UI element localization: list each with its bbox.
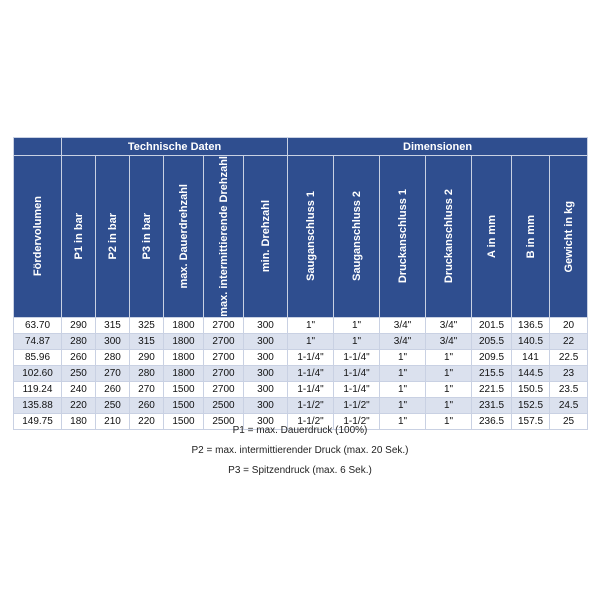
table-cell: 300 <box>244 397 288 413</box>
table-row <box>14 317 588 333</box>
table-cell: 1500 <box>164 381 204 397</box>
table-cell: 231.5 <box>472 397 512 413</box>
table-cell: 144.5 <box>512 365 550 381</box>
table-cell: 180 <box>62 413 96 429</box>
legend-p2: P2 = max. intermittierender Druck (max. 20 Sek.) <box>191 445 409 456</box>
table-cell: 300 <box>244 365 288 381</box>
table-row <box>14 333 588 349</box>
column-header <box>62 156 96 318</box>
table-cell: 1" <box>426 381 472 397</box>
table-cell: 300 <box>244 333 288 349</box>
table-cell: 2700 <box>204 381 244 397</box>
table-cell: 1" <box>426 413 472 429</box>
spec-table <box>13 137 588 430</box>
table-cell: 1500 <box>164 397 204 413</box>
table-cell: 2700 <box>204 317 244 333</box>
table-cell: 2500 <box>204 413 244 429</box>
table-cell: 152.5 <box>512 397 550 413</box>
table-cell: 270 <box>130 381 164 397</box>
table-cell: 1-1/2" <box>288 397 334 413</box>
column-header-label: Fördervolumen <box>31 196 44 277</box>
table-cell: 300 <box>244 381 288 397</box>
table-cell: 315 <box>130 333 164 349</box>
table-cell: 2700 <box>204 333 244 349</box>
table-cell: 1-1/4" <box>334 349 380 365</box>
table-body <box>14 317 588 429</box>
table-cell: 1800 <box>164 333 204 349</box>
table-cell: 1" <box>288 333 334 349</box>
column-header-label: Sauganschluss 1 <box>304 191 317 282</box>
column-header <box>288 156 334 318</box>
table-cell: 1800 <box>164 365 204 381</box>
table-cell: 2700 <box>204 349 244 365</box>
table-cell: 209.5 <box>472 349 512 365</box>
table-cell: 280 <box>62 333 96 349</box>
group-header-dimensionen: Dimensionen <box>288 138 588 156</box>
table-cell: 300 <box>244 317 288 333</box>
table-row <box>14 397 588 413</box>
table-cell: 221.5 <box>472 381 512 397</box>
table-cell: 300 <box>244 413 288 429</box>
column-header-label: B in mm <box>524 214 537 259</box>
table-cell: 3/4" <box>380 333 426 349</box>
table-cell: 220 <box>130 413 164 429</box>
table-cell: 102.60 <box>14 365 62 381</box>
column-header-label: max. intermittierende Drehzahl <box>217 156 230 317</box>
table-cell: 149.75 <box>14 413 62 429</box>
group-header-blank <box>14 138 62 156</box>
table-cell: 2700 <box>204 365 244 381</box>
table-cell: 1" <box>334 333 380 349</box>
group-header-technische-daten: Technische Daten <box>62 138 288 156</box>
table-cell: 236.5 <box>472 413 512 429</box>
column-header <box>426 156 472 318</box>
column-header-label: P1 in bar <box>72 213 85 260</box>
column-header-label: P3 in bar <box>140 213 153 260</box>
table-cell: 215.5 <box>472 365 512 381</box>
table-cell: 22.5 <box>550 349 588 365</box>
table-cell: 1" <box>426 365 472 381</box>
table-cell: 25 <box>550 413 588 429</box>
table-cell: 290 <box>130 349 164 365</box>
table-cell: 1" <box>380 365 426 381</box>
table-cell: 20 <box>550 317 588 333</box>
table-cell: 22 <box>550 333 588 349</box>
table-cell: 136.5 <box>512 317 550 333</box>
table-cell: 119.24 <box>14 381 62 397</box>
table-cell: 260 <box>96 381 130 397</box>
column-header-label: Druckanschluss 2 <box>442 189 455 284</box>
table-cell: 1-1/4" <box>288 381 334 397</box>
table-row <box>14 349 588 365</box>
column-header <box>14 156 62 318</box>
table-row <box>14 365 588 381</box>
table-cell: 300 <box>96 333 130 349</box>
column-header-row <box>14 156 588 318</box>
table-cell: 1-1/4" <box>334 381 380 397</box>
legend-p3: P3 = Spitzendruck (max. 6 Sek.) <box>228 465 372 476</box>
table-cell: 1-1/4" <box>288 349 334 365</box>
table-cell: 240 <box>62 381 96 397</box>
legend-p1: P1 = max. Dauerdruck (100%) <box>232 425 368 436</box>
column-header <box>334 156 380 318</box>
table-cell: 1800 <box>164 349 204 365</box>
table-cell: 63.70 <box>14 317 62 333</box>
table-cell: 220 <box>62 397 96 413</box>
column-header-label: min. Drehzahl <box>259 200 272 273</box>
table-cell: 1" <box>380 397 426 413</box>
table-cell: 1" <box>288 317 334 333</box>
column-header <box>96 156 130 318</box>
table-cell: 300 <box>244 349 288 365</box>
table-cell: 250 <box>62 365 96 381</box>
table-cell: 85.96 <box>14 349 62 365</box>
spec-table-container <box>13 137 587 430</box>
table-cell: 290 <box>62 317 96 333</box>
table-cell: 3/4" <box>426 317 472 333</box>
table-cell: 210 <box>96 413 130 429</box>
table-cell: 141 <box>512 349 550 365</box>
table-cell: 1" <box>380 413 426 429</box>
table-cell: 3/4" <box>426 333 472 349</box>
table-cell: 270 <box>96 365 130 381</box>
column-header <box>550 156 588 318</box>
table-cell: 325 <box>130 317 164 333</box>
table-cell: 1" <box>380 349 426 365</box>
table-cell: 23.5 <box>550 381 588 397</box>
table-cell: 1-1/2" <box>334 397 380 413</box>
table-cell: 280 <box>96 349 130 365</box>
table-cell: 1-1/4" <box>334 365 380 381</box>
table-cell: 24.5 <box>550 397 588 413</box>
column-header-label: Sauganschluss 2 <box>350 191 363 282</box>
table-cell: 205.5 <box>472 333 512 349</box>
column-header-label: max. Dauerdrehzahl <box>177 184 190 289</box>
table-row <box>14 381 588 397</box>
table-cell: 250 <box>96 397 130 413</box>
table-cell: 23 <box>550 365 588 381</box>
table-cell: 74.87 <box>14 333 62 349</box>
table-cell: 1" <box>334 317 380 333</box>
table-cell: 201.5 <box>472 317 512 333</box>
table-cell: 1" <box>426 349 472 365</box>
table-cell: 1" <box>380 381 426 397</box>
column-header <box>380 156 426 318</box>
column-header-label: Gewicht in kg <box>562 200 575 273</box>
table-cell: 1800 <box>164 317 204 333</box>
table-cell: 1-1/2" <box>288 413 334 429</box>
column-header <box>164 156 204 318</box>
table-cell: 150.5 <box>512 381 550 397</box>
column-header <box>512 156 550 318</box>
table-cell: 1-1/2" <box>334 413 380 429</box>
table-cell: 140.5 <box>512 333 550 349</box>
pressure-legend <box>0 423 600 483</box>
table-cell: 1500 <box>164 413 204 429</box>
table-cell: 280 <box>130 365 164 381</box>
table-cell: 135.88 <box>14 397 62 413</box>
table-cell: 260 <box>130 397 164 413</box>
group-header-row <box>14 138 588 156</box>
table-cell: 315 <box>96 317 130 333</box>
table-cell: 3/4" <box>380 317 426 333</box>
column-header <box>130 156 164 318</box>
column-header-label: A in mm <box>485 214 498 258</box>
table-cell: 1-1/4" <box>288 365 334 381</box>
column-header <box>244 156 288 318</box>
table-cell: 1" <box>426 397 472 413</box>
table-cell: 260 <box>62 349 96 365</box>
column-header <box>204 156 244 318</box>
column-header-label: Druckanschluss 1 <box>396 189 409 284</box>
table-cell: 2500 <box>204 397 244 413</box>
column-header-label: P2 in bar <box>106 213 119 260</box>
column-header <box>472 156 512 318</box>
table-cell: 157.5 <box>512 413 550 429</box>
